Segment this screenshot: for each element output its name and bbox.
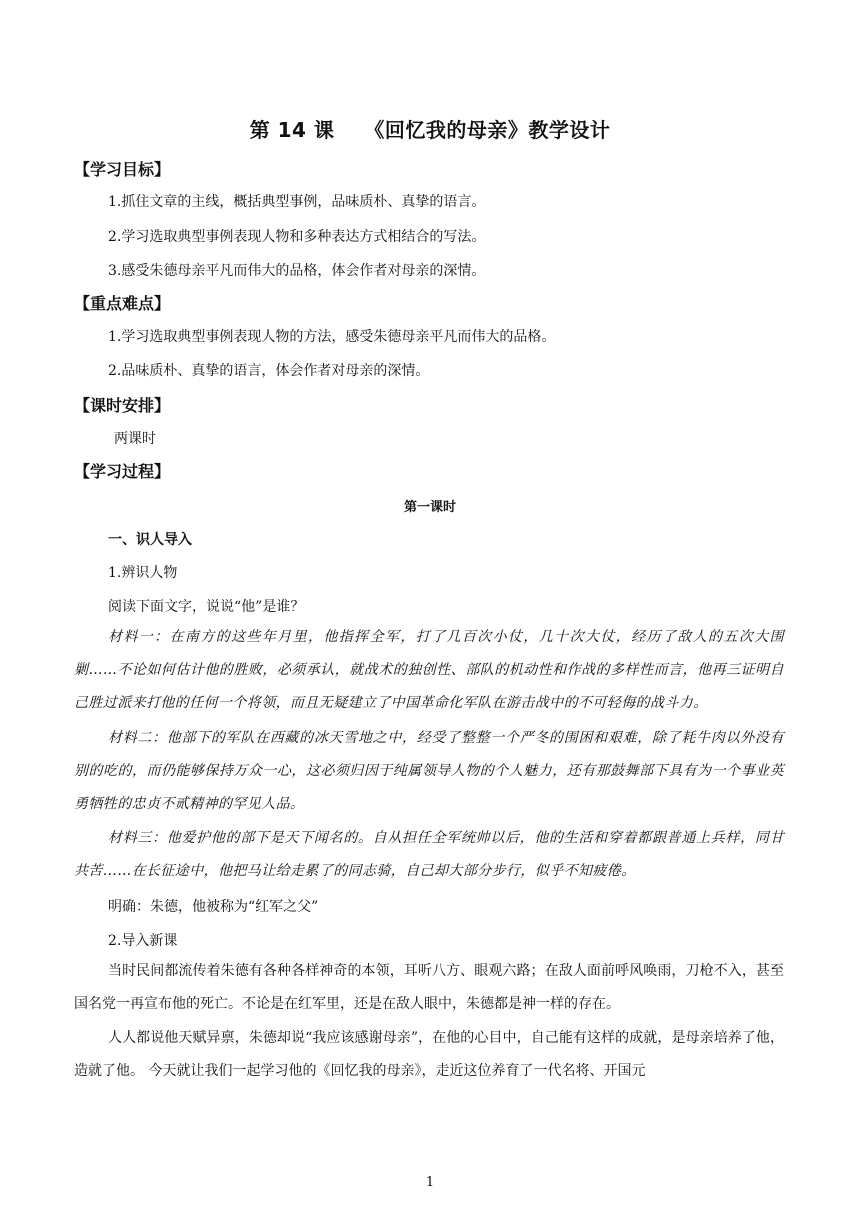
key-points-heading: 【重点难点】 [74,294,171,313]
prompt-text: 阅读下面文字，说说“他”是谁？ [108,599,305,615]
part1-heading: 一、识人导入 [108,532,192,548]
document-title [0,114,860,143]
schedule-text: 两课时 [114,431,156,447]
goals-heading: 【学习目标】 [74,160,171,179]
intro-paragraph-2: 人人都说他天赋异禀，朱德却说“我应该感谢母亲”，在他的心目中，自己能有这样的成就，是母亲培养了他，造就了他。 今天就让我们一起学习他的《回忆我的母亲》，走近这位养育了一代名将、开国元 [74,1030,784,1079]
material-2: 材料二：他部下的军队在西藏的冰天雪地之中，经受了整整一个严冬的围困和艰难，除了耗牛肉以外没有别的吃的，而仍能够保持万众一心，这必须归因于纯属领导人物的个人魅力，还有那鼓舞部下具有为一个事业英勇牺牲的忠贞不贰精神的罕见人品。 [74,730,784,812]
step1-heading: 1.辨识人物 [108,565,178,581]
step2-heading: 2.导入新课 [108,933,178,949]
schedule-heading: 【课时安排】 [74,396,171,415]
material-3: 材料三：他爱护他的部下是天下闻名的。自从担任全军统帅以后，他的生活和穿着都跟普通上兵样，同甘共苦……在长征途中，他把马让给走累了的同志骑，自己却大部分步行，似乎不知疲倦。 [74,830,784,879]
key-point-2: 2.品味质朴、真挚的语言，体会作者对母亲的深情。 [108,363,430,379]
goal-item-2: 2.学习选取典型事例表现人物和多种表达方式相结合的写法。 [108,229,486,245]
material-1: 材料一：在南方的这些年月里，他指挥全军，打了几百次小仗，几十次大仗，经历了敌人的五次大围剿……不论如何估计他的胜败，必须承认，就战术的独创性、部队的机动性和作战的多样性而言，他再三证明自己胜过派来打他的任何一个将领，而且无疑建立了中国革命化军队在游击战中的不可轻侮的战斗力。 [74,629,784,711]
lesson-name: 《回忆我的母亲》教学设计 [364,118,611,142]
process-heading: 【学习过程】 [74,462,171,481]
goal-item-3: 3.感受朱德母亲平凡而伟大的品格，体会作者对母亲的深情。 [108,263,486,279]
clarify-text: 明确：朱德，他被称为“红军之父” [108,899,319,915]
page-number: 1 [425,1175,435,1190]
lesson-number: 第 14 课 [249,118,335,142]
intro-paragraph-1: 当时民间都流传着朱德有各种各样神奇的本领，耳听八方、眼观六路；在敌人面前呼风唤雨，刀枪不入，甚至国名党一再宣布他的死亡。不论是在红军里，还是在敌人眼中，朱德都是神一样的存在。 [74,963,784,1012]
session-title: 第一课时 [403,500,456,515]
goal-item-1: 1.抓住文章的主线，概括典型事例，品味质朴、真挚的语言。 [108,194,486,210]
key-point-1: 1.学习选取典型事例表现人物的方法，感受朱德母亲平凡而伟大的品格。 [108,329,556,345]
